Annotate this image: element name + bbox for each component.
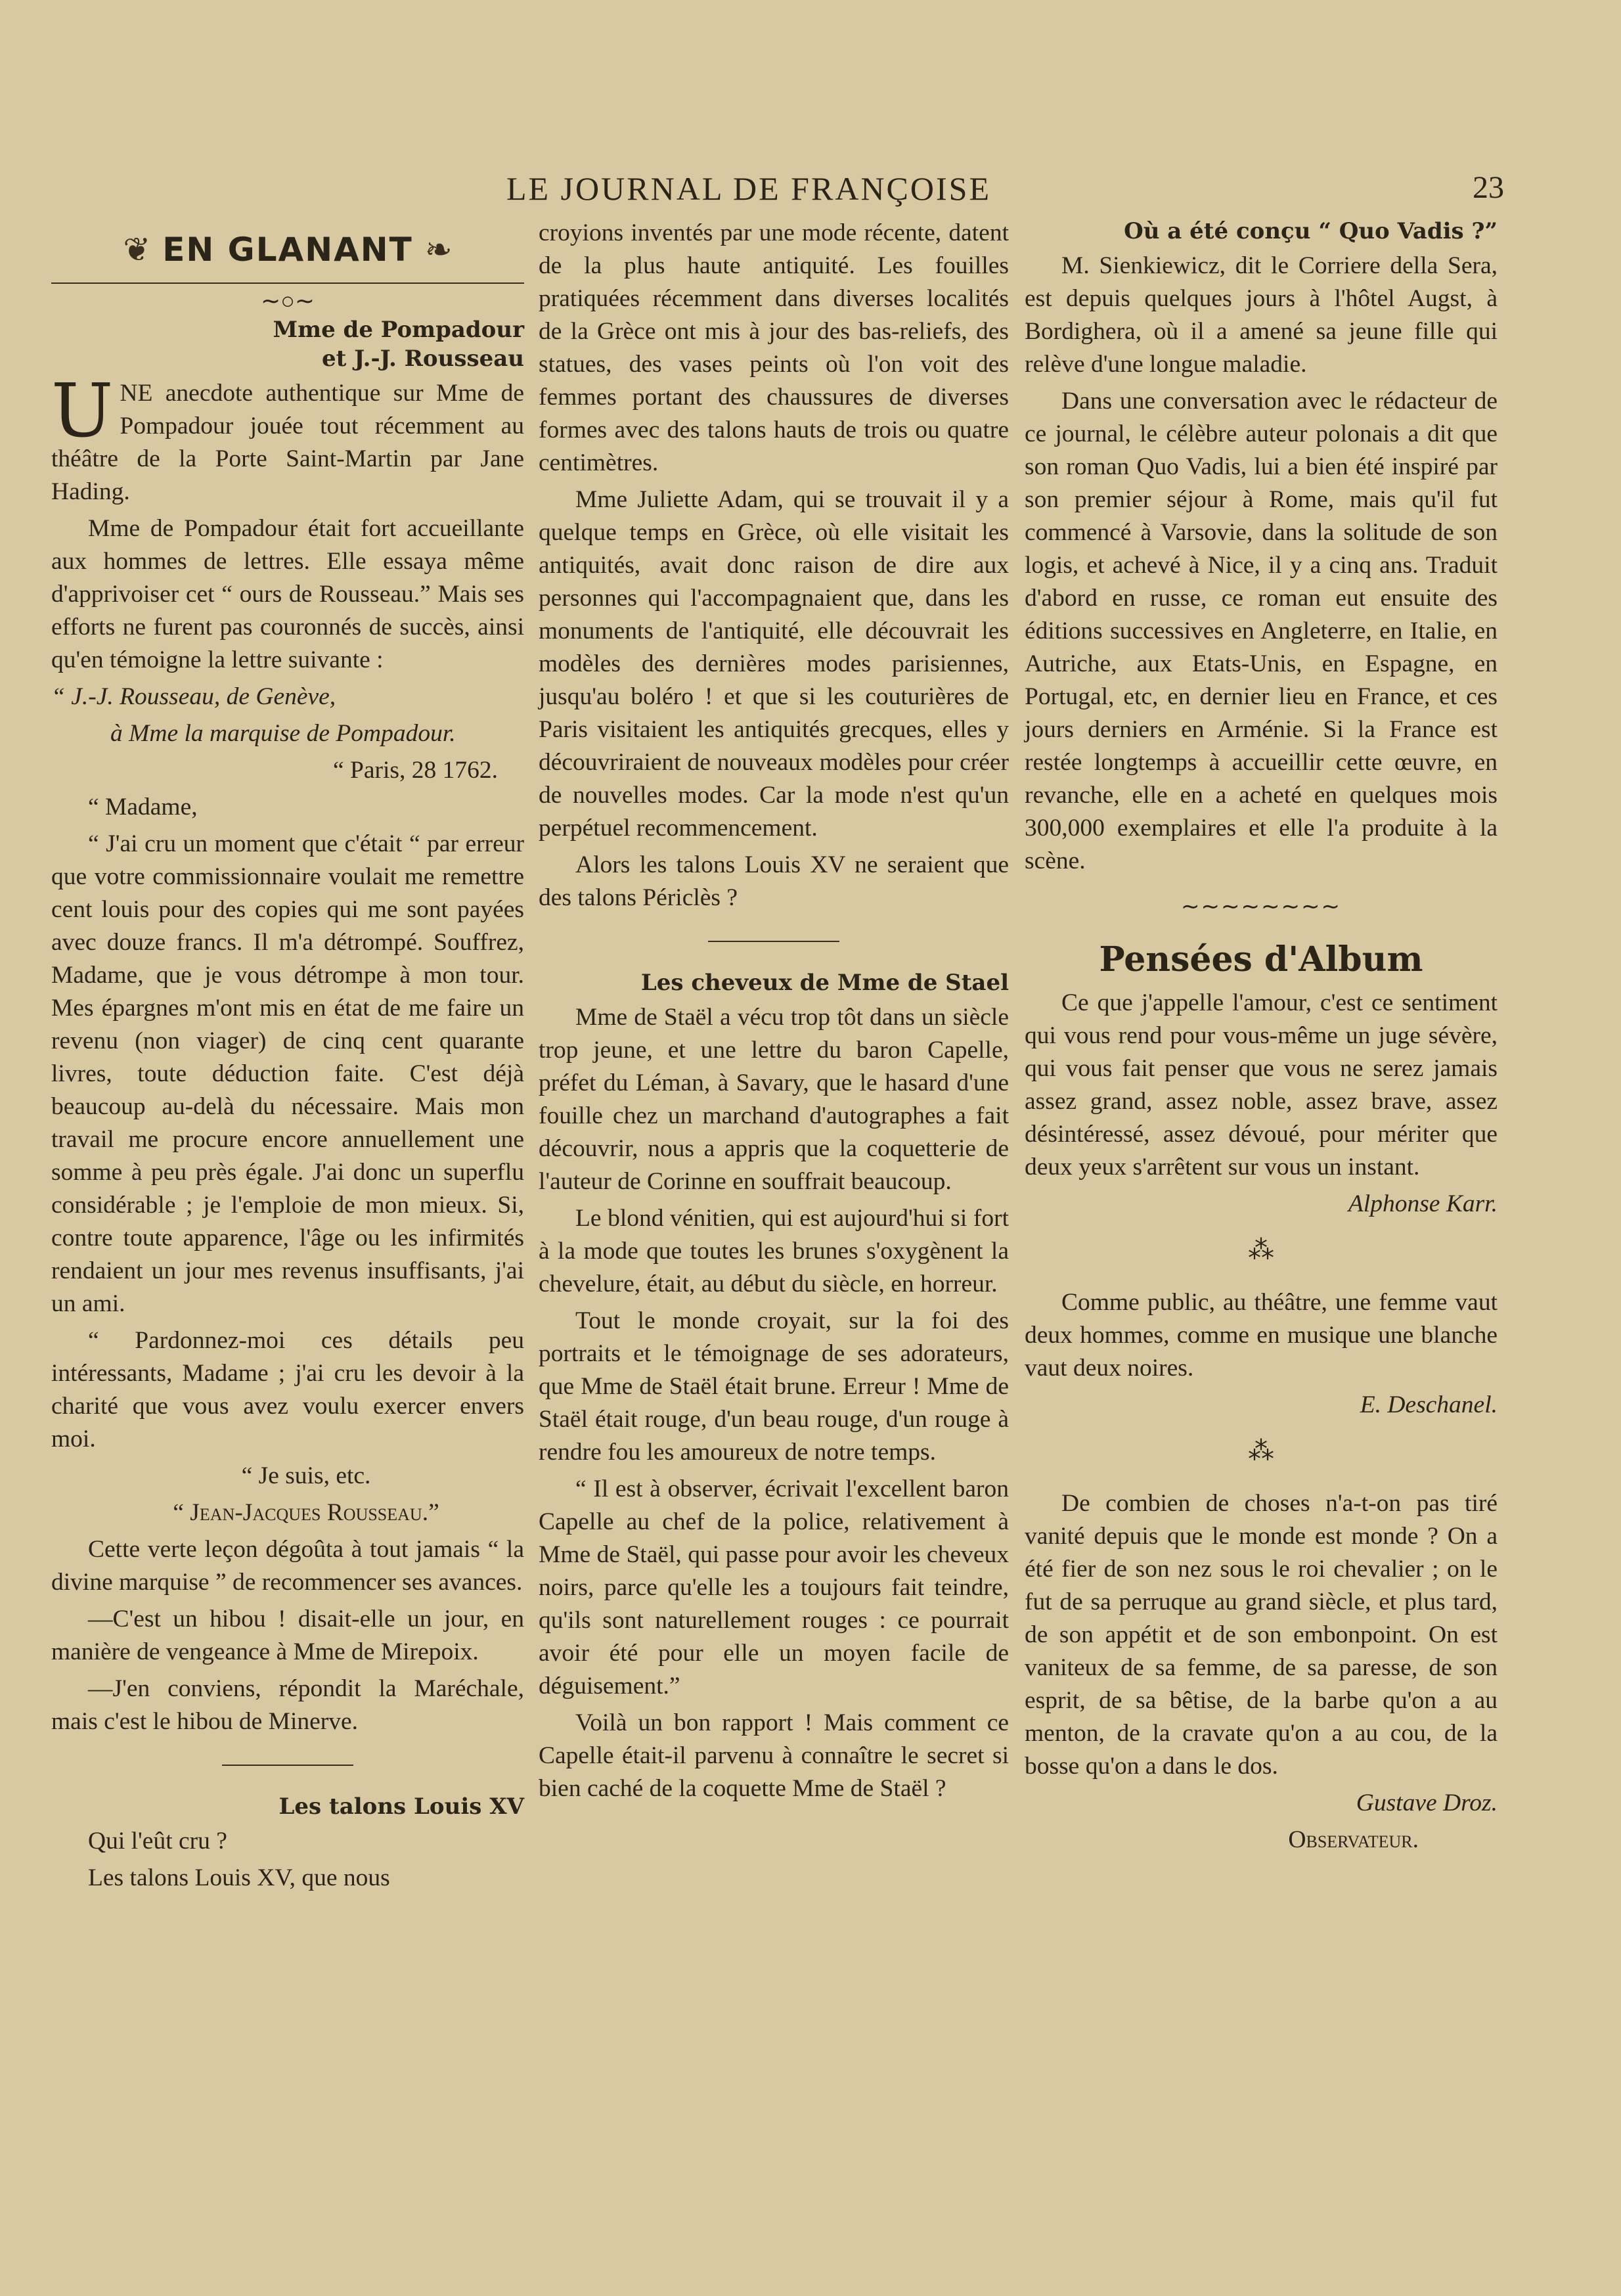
article-subhead: Les talons Louis XV	[278, 1793, 524, 1820]
paragraph: croyions inventés par une mode récente, datent de la plus haute antiquité. Les fouilles pratiquées récemment dans diverses localités de la Grèce ont mis à jour des bas-reliefs, des statues, des vases peints où l'on voit des femmes portant des chaussures de diverses formes avec des talons hauts de trois ou quatre centimètres.	[539, 219, 1009, 476]
subhead-line: et J.-J. Rousseau	[321, 346, 524, 372]
flourish-left-icon: ❦	[123, 231, 151, 268]
column-middle	[539, 217, 1009, 1809]
section-title: EN GLANANT	[162, 231, 413, 269]
asterism-icon: ⁂	[1248, 1436, 1274, 1466]
paragraph: Cette verte leçon dégoûta à tout jamais “ la divine marquise ” de recommencer ses avances.	[51, 1536, 524, 1596]
subhead-line: Mme de Pompadour	[273, 317, 524, 343]
paragraph: “ Il est à observer, écrivait l'excellent baron Capelle au chef de la police, relativement à Mme de Staël, qui passe pour avoir les cheveux noirs, parce qu'elle les a toujours fait teindre, qu'ils sont naturellement rouges : ce pourrait avoir été pour elle un moyen facile de déguisement.”	[539, 1475, 1009, 1699]
quote-author: Gustave Droz.	[1356, 1790, 1498, 1816]
page-number: 23	[1473, 170, 1504, 205]
letter-salutation: “ Madame,	[88, 794, 198, 821]
section-heading	[51, 217, 524, 284]
byline: Observateur.	[1288, 1826, 1419, 1853]
letter-paragraph: “ J'ai cru un moment que c'était “ par erreur que votre commissionnaire voulait me remettre cent louis pour des copies qui me sont payées avec douze francs. Il m'a détrompé. Souffrez, Madame, que je vous détrompe à mon tour. Mes épargnes m'ont mis en état de me faire un revenu (non viager) de cinq cent quarante livres, toute déduction faite. C'est déjà beaucoup au-delà du nécessaire. Mais mon travail me procure encore annuellement une somme à peu près égale. J'ai donc un superflu considérable ; je l'emploie de mon mieux. Si, contre toute apparence, l'âge ou les infirmités rendaient un jour mes revenus insuffisants, j'ai un ami.	[51, 830, 524, 1317]
column-right	[1025, 217, 1498, 1860]
paragraph: Qui l'eût cru ?	[88, 1828, 227, 1855]
letter-signature: “ Jean-Jacques Rousseau.”	[173, 1499, 439, 1526]
paragraph: M. Sienkiewicz, dit le Corriere della Sera, est depuis quelques jours à l'hôtel Augst, à Bordighera, où il a amené sa jeune fille qui relève d'une longue maladie.	[1025, 252, 1498, 378]
paragraph: Le blond vénitien, qui est aujourd'hui si fort à la mode que toutes les brunes s'oxygènent la chevelure, était, au début du siècle, en horreur.	[539, 1205, 1009, 1297]
paragraph: Dans une conversation avec le rédacteur de ce journal, le célèbre auteur polonais a dit que son roman Quo Vadis, lui a bien été inspiré par son premier séjour à Rome, mais qu'il fut commencé à Varsovie, dans la solitude de son logis, et achevé à Nice, il y a cinq ans. Traduit d'abord en russe, ce roman eut ensuite des éditions successives en Angleterre, en Italie, en Autriche, aux Etats-Unis, en Espagne, en Portugal, etc, en dernier lieu en France, et ces jours derniers en Arménie. Si la France est restée longtemps à accueillir cette œuvre, en revanche, elle en a acheté en quelques mois 300,000 exemplaires et elle l'a produite à la scène.	[1025, 388, 1498, 874]
paragraph: Mme Juliette Adam, qui se trouvait il y a quelque temps en Grèce, où elle visitait les antiquités, avait donc raison de dire aux personnes qui l'accompagnaient que, dans les monuments de l'antiquité, elle découvrait les modèles des dernières modes parisiennes, jusqu'au boléro ! et que si les couturières de Paris visitaient les antiquités grecques, elles y découvriraient de nouveaux modèles pour créer de nouvelles modes. Car la mode n'est qu'un perpétuel recommencement.	[539, 486, 1009, 842]
paragraph: Les talons Louis XV, que nous	[88, 1864, 390, 1891]
paragraph: Mme de Staël a vécu trop tôt dans un siècle trop jeune, et une lettre du baron Capelle, préfet du Léman, à Savary, que le hasard d'une fouille chez un marchand d'autographes a fait découvrir, nous a appris que la coquetterie de l'auteur de Corinne en souffrait beaucoup.	[539, 1004, 1009, 1195]
article-subhead: Où a été conçu “ Quo Vadis ?”	[1124, 218, 1498, 244]
swash-divider: ∼○∼	[260, 288, 315, 314]
column-left	[51, 217, 524, 1899]
divider-rule	[708, 941, 839, 942]
quote: De combien de choses n'a-t-on pas tiré vanité depuis que le monde est monde ? On a été fier de son nez sous le roi chevalier ; on le fut de sa perruque au grand siècle, et plus tard, de son appétit et de son embonpoint. On est vaniteux de sa femme, de sa paresse, de son esprit, de sa bêtise, de la barbe qu'on a au menton, de la cravate qu'on a au cou, de la bosse qu'on a dans le dos.	[1025, 1490, 1498, 1780]
divider-rule	[222, 1765, 353, 1766]
quote: Comme public, au théâtre, une femme vaut deux hommes, comme en musique une blanche vaut deux noires.	[1025, 1289, 1498, 1382]
letter-address: “ J.-J. Rousseau, de Genève,	[51, 683, 336, 710]
paragraph: Voilà un bon rapport ! Mais comment ce Capelle était-il parvenu à connaître le secret si bien caché de la coquette Mme de Staël ?	[539, 1709, 1009, 1802]
paragraph: —J'en conviens, répondit la Maréchale, mais c'est le hibou de Minerve.	[51, 1675, 524, 1735]
pensees-title: Pensées d'Album	[1099, 939, 1423, 979]
paragraph	[51, 369, 524, 508]
quote-author: Alphonse Karr.	[1348, 1190, 1498, 1217]
letter-paragraph: “ Pardonnez-moi ces détails peu intéressants, Madame ; j'ai cru les devoir à la charité que vous avez voulu exercer envers moi.	[51, 1327, 524, 1452]
paragraph: Mme de Pompadour était fort accueillante aux hommes de lettres. Elle essaya même d'apprivoiser cet “ ours de Rousseau.” Mais ses efforts ne furent pas couronnés de succès, ainsi qu'en témoigne la lettre suivante :	[51, 515, 524, 673]
paragraph: —C'est un hibou ! disait-elle un jour, en manière de vengeance à Mme de Mirepoix.	[51, 1606, 524, 1665]
drop-cap: U	[51, 369, 114, 454]
paragraph-text: NE anecdote authentique sur Mme de Pompadour jouée tout récemment au théâtre de la Porte Saint-Martin par Jane Hading.	[51, 380, 524, 505]
article-subhead: Les cheveux de Mme de Stael	[640, 970, 1009, 996]
letter-closing: “ Je suis, etc.	[241, 1462, 371, 1489]
wavy-divider: ∼∼∼∼∼∼∼∼	[1181, 895, 1341, 919]
quote: Ce que j'appelle l'amour, c'est ce sentiment qui vous rend pour vous-même un juge sévère, qui vous fait penser que vous ne serez jamais assez grand, assez noble, assez brave, assez désintéressé, assez dévoué, pour mériter que deux yeux s'arrêtent sur vous un instant.	[1025, 989, 1498, 1181]
paragraph: Alors les talons Louis XV ne seraient que des talons Périclès ?	[539, 851, 1009, 911]
letter-address: à Mme la marquise de Pompadour.	[110, 720, 456, 747]
article-subhead	[51, 315, 524, 373]
running-title: LE JOURNAL DE FRANÇOISE	[506, 170, 991, 207]
paragraph: Tout le monde croyait, sur la foi des portraits et le témoignage de ses adorateurs, que Mme de Staël était brune. Erreur ! Mme de Staël était rouge, d'un beau rouge, d'un rouge à rendre fou les amoureux de notre temps.	[539, 1307, 1009, 1466]
letter-date: “ Paris, 28 1762.	[332, 757, 498, 784]
quote-author: E. Deschanel.	[1360, 1391, 1498, 1418]
asterism-icon: ⁂	[1248, 1235, 1274, 1265]
flourish-right-icon: ❧	[424, 231, 453, 268]
